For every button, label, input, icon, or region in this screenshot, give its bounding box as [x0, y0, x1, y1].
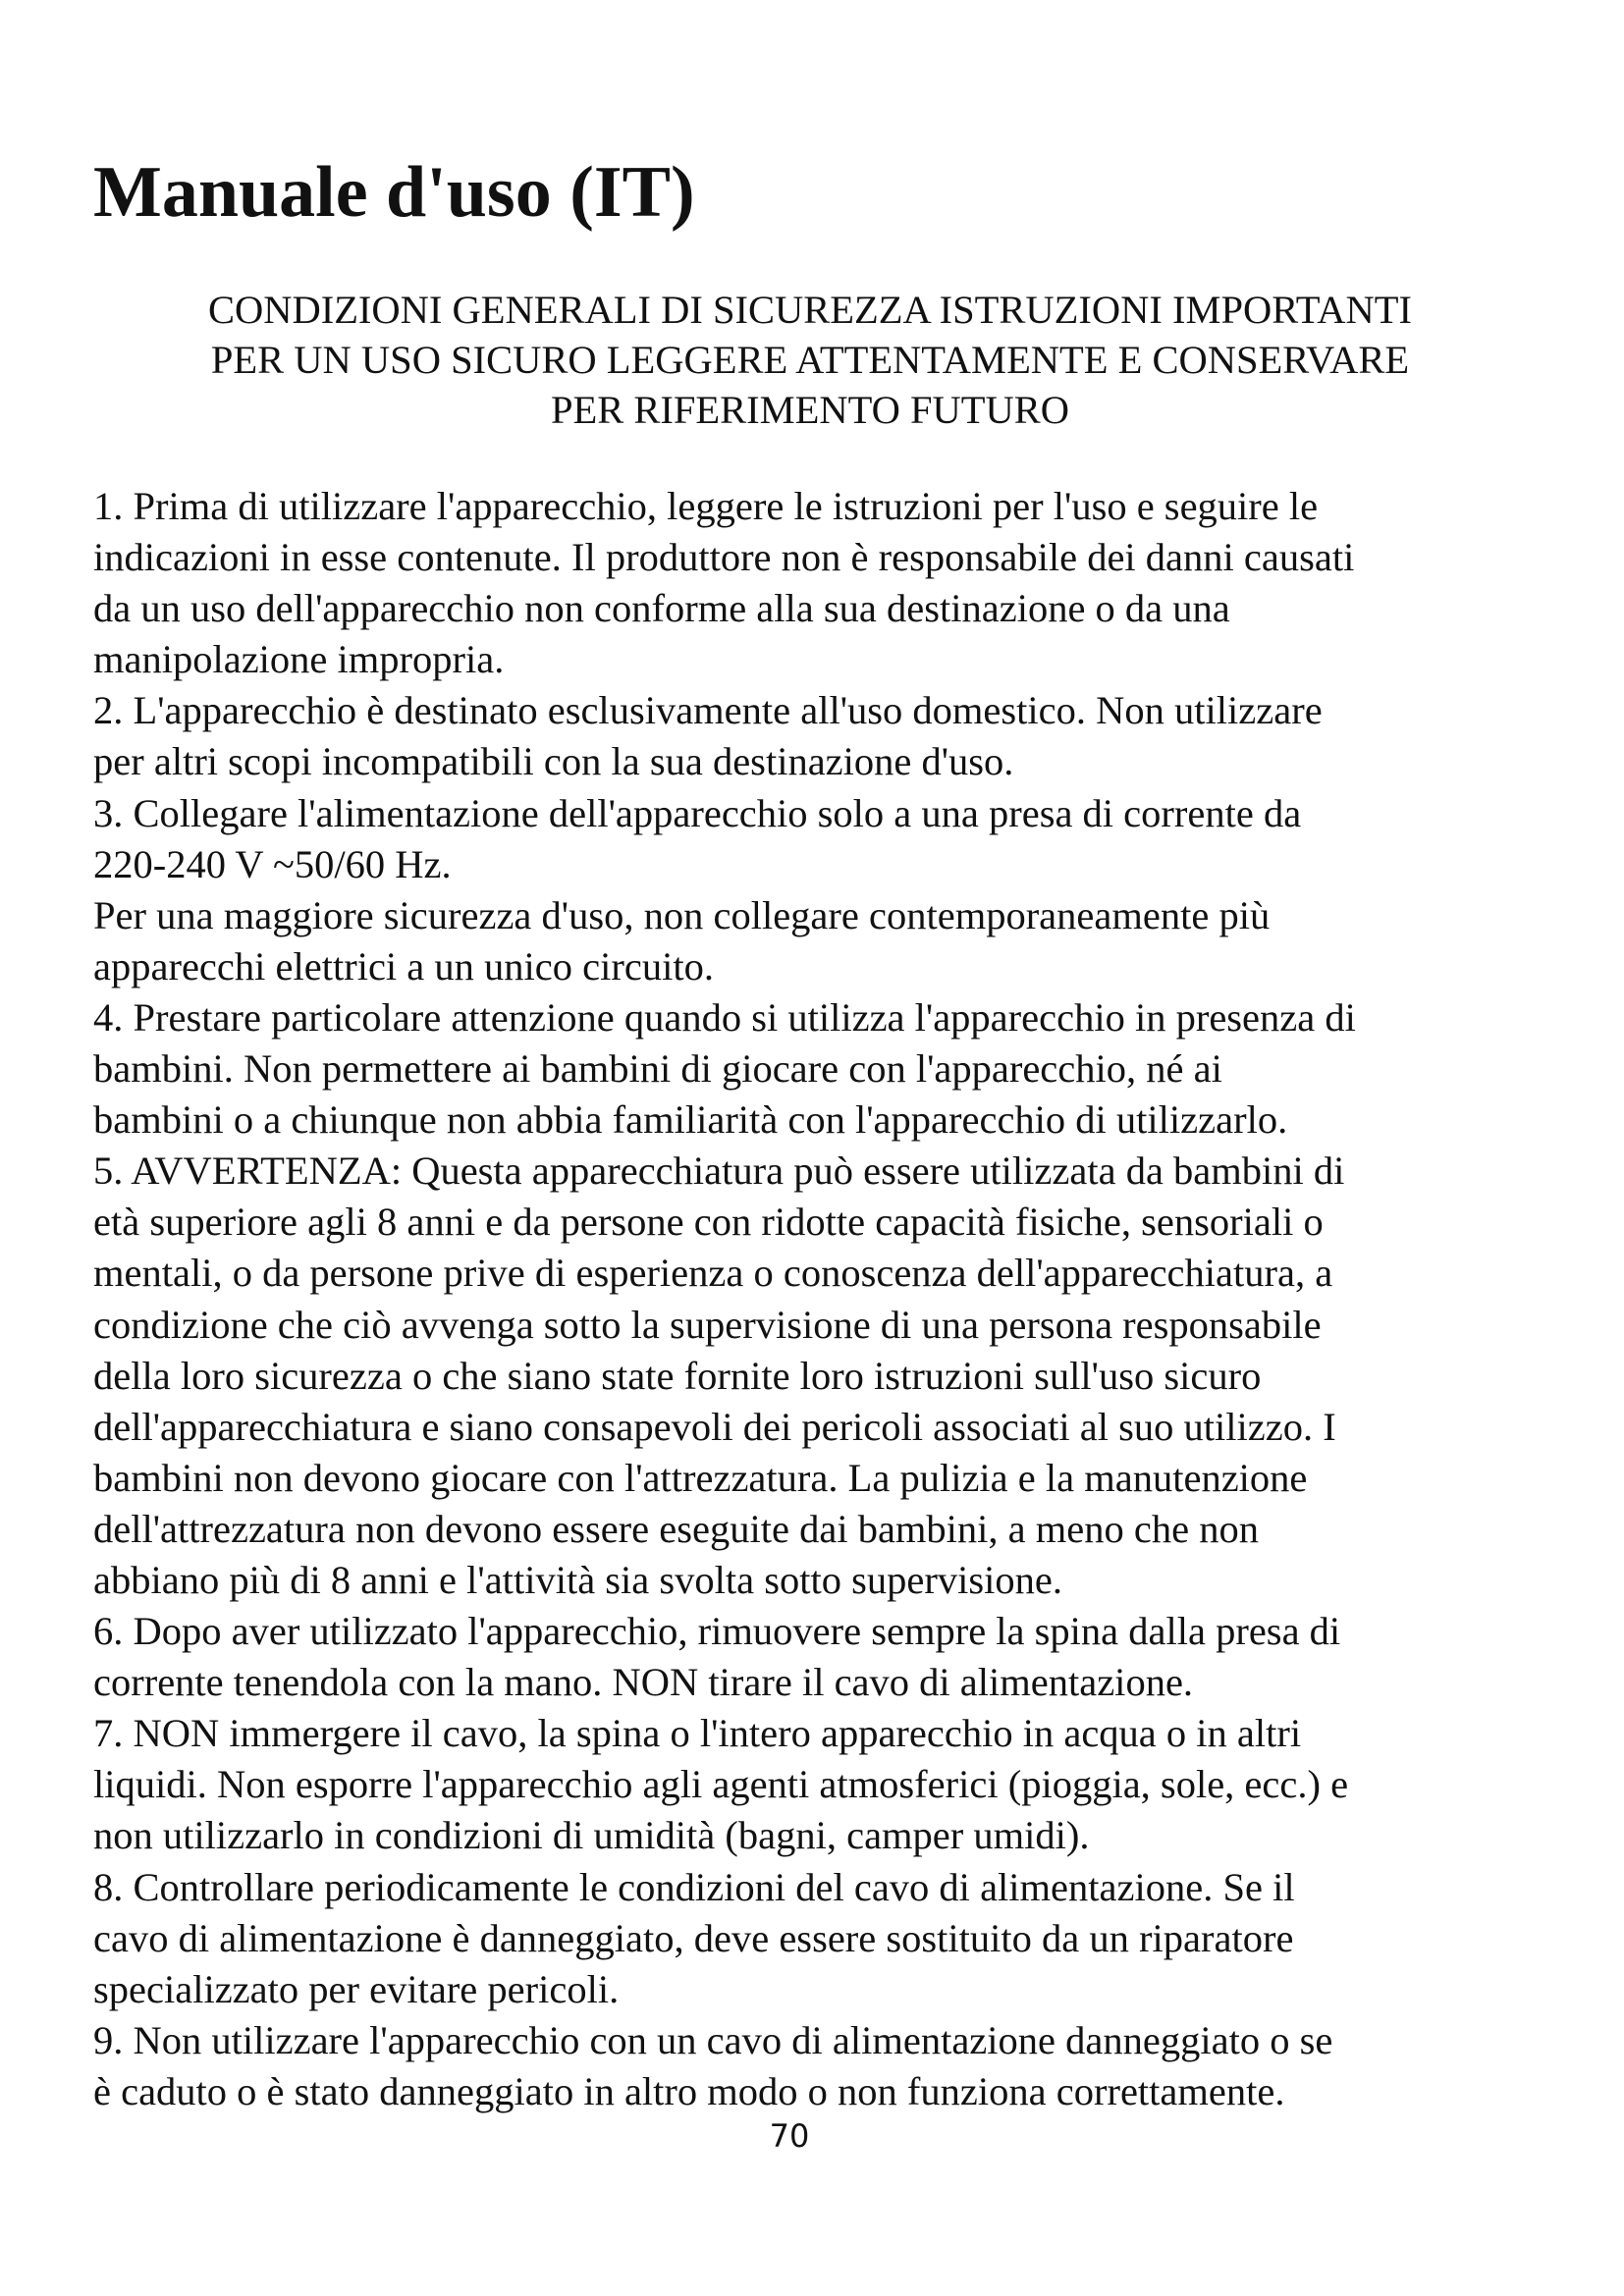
body-text-line: 7. NON immergere il cavo, la spina o l'intero apparecchio in acqua o in altri — [93, 1711, 1302, 1756]
safety-heading-line: PER UN USO SICURO LEGGERE ATTENTAMENTE E CONSERVARE — [210, 338, 1410, 382]
body-text-line: bambini. Non permettere ai bambini di giocare con l'apparecchio, né ai — [93, 1046, 1222, 1092]
body-text-line: manipolazione impropria. — [93, 637, 505, 682]
body-text-line: 9. Non utilizzare l'apparecchio con un cavo di alimentazione danneggiato o se — [93, 2017, 1333, 2062]
safety-heading — [93, 285, 1527, 435]
body-text-line: apparecchi elettrici a un unico circuito. — [93, 943, 714, 988]
body-text-line: 1. Prima di utilizzare l'apparecchio, leggere le istruzioni per l'uso e seguire le — [93, 484, 1319, 528]
body-text-line: abbiano più di 8 anni e l'attività sia svolta sotto supervisione. — [93, 1557, 1063, 1602]
body-text-line: bambini non devono giocare con l'attrezzatura. La pulizia e la manutenzione — [93, 1455, 1308, 1500]
body-text-line: dell'attrezzatura non devono essere eseguite dai bambini, a meno che non — [93, 1506, 1259, 1551]
body-text-line: 4. Prestare particolare attenzione quando si utilizza l'apparecchio in presenza di — [93, 994, 1356, 1040]
body-text-line: 8. Controllare periodicamente le condizioni del cavo di alimentazione. Se il — [93, 1864, 1295, 1909]
page-title: Manuale d'uso (IT) — [93, 152, 695, 233]
body-text-line: 5. AVVERTENZA: Questa apparecchiatura può essere utilizzata da bambini di — [93, 1148, 1345, 1194]
body-text-line: 220-240 V ~50/60 Hz. — [93, 841, 452, 886]
safety-heading-line: CONDIZIONI GENERALI DI SICUREZZA ISTRUZIONI IMPORTANTI — [207, 288, 1413, 332]
body-text-line: cavo di alimentazione è danneggiato, deve essere sostituito da un riparatore — [93, 1915, 1294, 1960]
body-text-line: è caduto o è stato danneggiato in altro modo o non funziona correttamente. — [93, 2068, 1285, 2113]
body-text-line: bambini o a chiunque non abbia familiarità con l'apparecchio di utilizzarlo. — [93, 1097, 1288, 1143]
body-text-line: corrente tenendola con la mano. NON tirare il cavo di alimentazione. — [93, 1660, 1194, 1705]
body-text-line: età superiore agli 8 anni e da persone con ridotte capacità fisiche, sensoriali o — [93, 1200, 1324, 1245]
body-text-line: 3. Collegare l'alimentazione dell'apparecchio solo a una presa di corrente da — [93, 790, 1302, 835]
body-text-line: da un uso dell'apparecchio non conforme alla sua destinazione o da una — [93, 586, 1230, 631]
body-text-line: specializzato per evitare pericoli. — [93, 1966, 620, 2011]
body-text-line: per altri scopi incompatibili con la sua destinazione d'uso. — [93, 739, 1014, 784]
safety-instructions-body — [93, 481, 1527, 2117]
body-text-line: della loro sicurezza o che siano state fornite loro istruzioni sull'uso sicuro — [93, 1353, 1262, 1398]
body-text-line: mentali, o da persone prive di esperienza o conoscenza dell'apparecchiatura, a — [93, 1251, 1333, 1296]
body-text-line: indicazioni in esse contenute. Il produttore non è responsabile dei danni causati — [93, 535, 1355, 580]
body-text-line: condizione che ciò avvenga sotto la supervisione di una persona responsabile — [93, 1302, 1322, 1347]
safety-heading-line: PER RIFERIMENTO FUTURO — [550, 388, 1070, 432]
body-text-line: 6. Dopo aver utilizzato l'apparecchio, rimuovere sempre la spina dalla presa di — [93, 1609, 1341, 1654]
body-text-line: dell'apparecchiatura e siano consapevoli dei pericoli associati al suo utilizzo. I — [93, 1404, 1336, 1449]
body-text-line: liquidi. Non esporre l'apparecchio agli agenti atmosferici (pioggia, sole, ecc.) e — [93, 1762, 1349, 1807]
body-text-line: Per una maggiore sicurezza d'uso, non collegare contemporaneamente più — [93, 892, 1271, 937]
page-number: 70 — [769, 2117, 810, 2155]
body-text-line: non utilizzarlo in condizioni di umidità (bagni, camper umidi). — [93, 1813, 1090, 1858]
body-text-line: 2. L'apparecchio è destinato esclusivamente all'uso domestico. Non utilizzare — [93, 688, 1323, 733]
